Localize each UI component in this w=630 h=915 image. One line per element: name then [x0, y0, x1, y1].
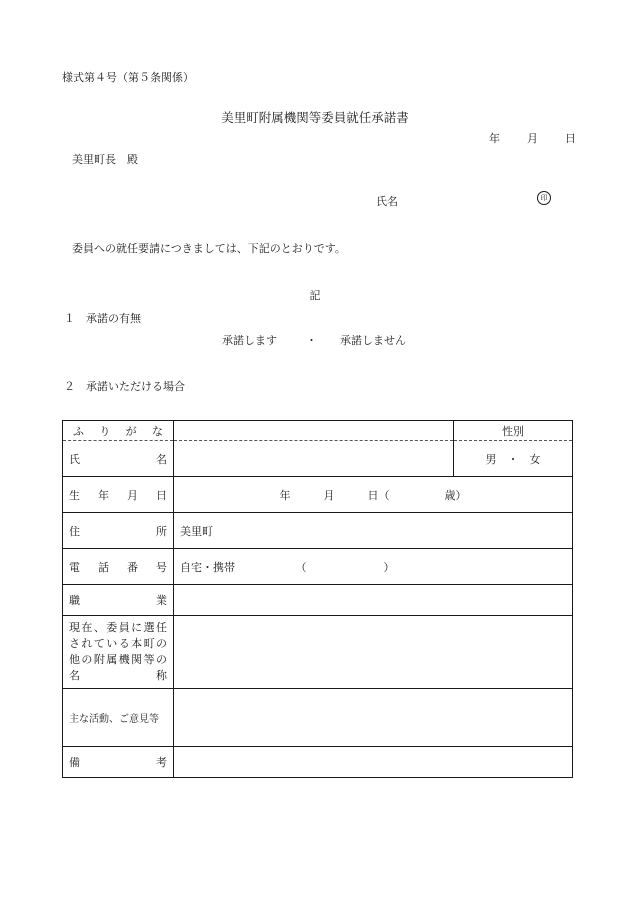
name-field[interactable] — [174, 441, 454, 477]
other-bodies-label: 現在、委員に選任されている本町の他の附属機関等の名称 — [63, 616, 174, 689]
date-month: 月 — [527, 132, 538, 145]
birthdate-label: 生年月日 — [63, 477, 174, 513]
address-label: 住所 — [63, 513, 174, 549]
addressee: 美里町長 殿 — [72, 153, 138, 166]
body-text: 委員への就任要請につきましては、下記のとおりです。 — [72, 242, 346, 255]
remarks-field[interactable] — [174, 747, 573, 778]
option-decline[interactable]: 承諾しません — [340, 334, 406, 347]
occupation-label: 職業 — [63, 585, 174, 616]
birthdate-field[interactable]: 年 月 日（ 歳） — [174, 477, 573, 513]
form-number: 様式第４号（第５条関係） — [62, 71, 194, 84]
application-table — [62, 420, 573, 778]
remarks-label: 備考 — [63, 747, 174, 778]
phone-label: 電話番号 — [63, 549, 174, 585]
section1-heading: １ 承諾の有無 — [64, 312, 141, 325]
gender-options[interactable]: 男 ・ 女 — [454, 441, 573, 477]
phone-field[interactable]: 自宅・携帯 （ ） — [174, 549, 573, 585]
occupation-field[interactable] — [174, 585, 573, 616]
option-accept[interactable]: 承諾します — [222, 334, 277, 347]
name-label: 氏名 — [63, 441, 174, 477]
seal-icon: 印 — [537, 191, 551, 205]
furigana-field[interactable] — [174, 421, 454, 441]
activities-label: 主な活動、ご意見等 — [63, 689, 174, 747]
section2-heading: ２ 承諾いただける場合 — [64, 380, 185, 393]
date-line — [489, 130, 576, 146]
ki-heading: 記 — [309, 289, 321, 302]
furigana-label: ふりがな — [63, 421, 174, 441]
address-field[interactable]: 美里町 — [174, 513, 573, 549]
activities-field[interactable] — [174, 689, 573, 747]
document-title: 美里町附属機関等委員就任承諾書 — [221, 110, 409, 125]
date-year: 年 — [489, 132, 500, 145]
signature-label: 氏名 — [376, 195, 398, 208]
other-bodies-field[interactable] — [174, 616, 573, 689]
option-separator: ・ — [306, 334, 317, 347]
date-day: 日 — [565, 132, 576, 145]
gender-label: 性別 — [454, 421, 573, 441]
